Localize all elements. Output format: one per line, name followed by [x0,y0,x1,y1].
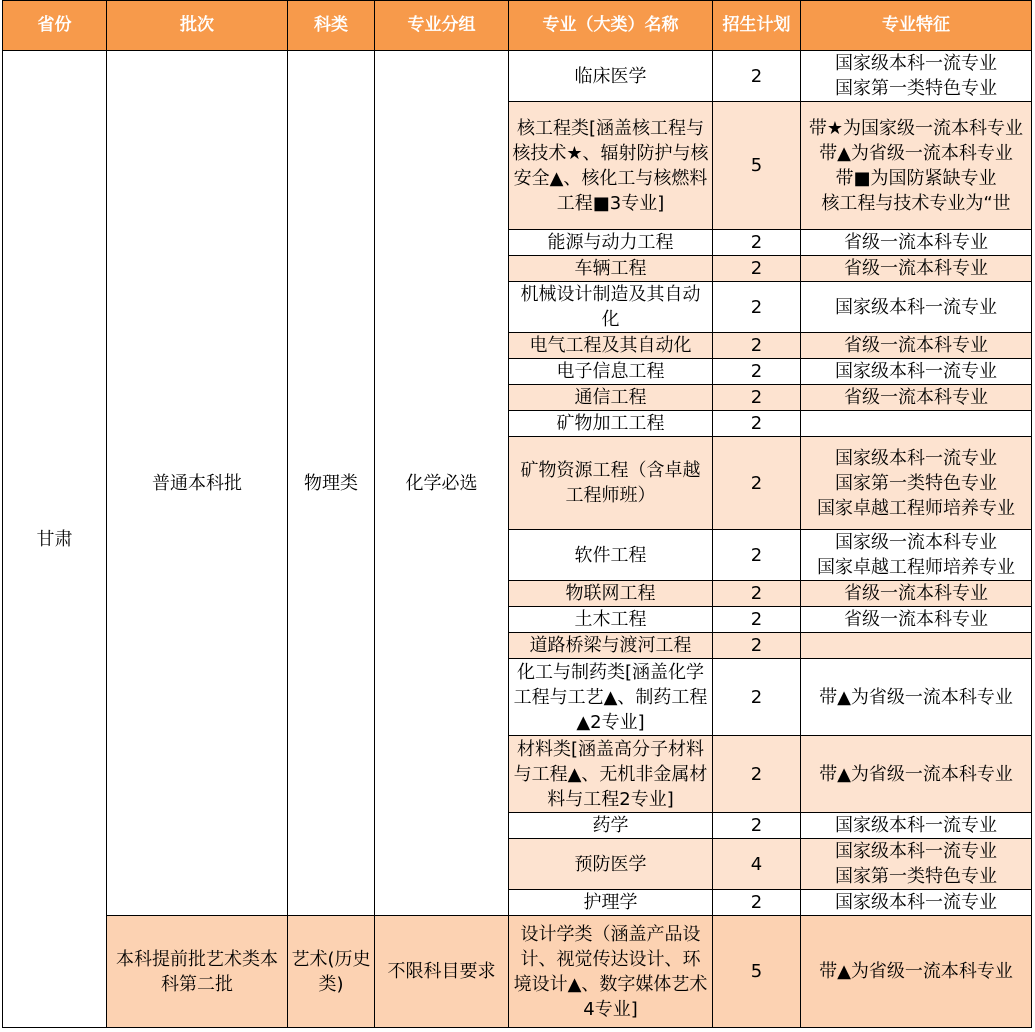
feature-line: 国家级本科一流专业 [835,361,997,382]
major-features [801,736,1032,813]
feature-line: 国家级本科一流专业 [835,892,997,913]
major-features [801,437,1032,530]
feature-line: 国家级本科一流专业 [835,841,997,862]
feature-line: 带▲为省级一流本科专业 [819,763,1013,785]
feature-line: 省级一流本科专业 [844,583,988,604]
plan-count: 2 [713,581,801,607]
admission-plan-table [2,0,1032,1028]
major-name: 护理学 [509,890,713,916]
header-category: 科类 [288,1,375,51]
feature-line: 国家级本科一流专业 [835,447,997,469]
feature-line: 国家级本科一流专业 [835,815,997,836]
major-features [801,813,1032,839]
major-features [801,607,1032,633]
feature-line: 国家卓越工程师培养专业 [817,497,1015,519]
major-name: 矿物资源工程（含卓越工程师班） [509,437,713,530]
feature-line: 国家级本科一流专业 [835,53,997,74]
subject-group-cell: 不限科目要求 [375,916,509,1028]
batch-cell: 本科提前批艺术类本科第二批 [107,916,288,1028]
major-features [801,916,1032,1028]
plan-count: 2 [713,659,801,736]
major-name: 土木工程 [509,607,713,633]
header-major-features: 专业特征 [801,1,1032,51]
feature-line: 省级一流本科专业 [844,232,988,253]
plan-count: 2 [713,333,801,359]
major-features [801,581,1032,607]
major-features [801,890,1032,916]
major-features [801,633,1032,659]
plan-count: 2 [713,437,801,530]
major-features [801,839,1032,890]
header-batch: 批次 [107,1,288,51]
category-cell: 艺术(历史类) [288,916,375,1028]
major-name: 道路桥梁与渡河工程 [509,633,713,659]
major-features [801,51,1032,102]
major-features [801,659,1032,736]
plan-count: 2 [713,411,801,437]
feature-line: 省级一流本科专业 [844,258,988,279]
plan-count: 2 [713,890,801,916]
header-major-name: 专业（大类）名称 [509,1,713,51]
major-name: 软件工程 [509,530,713,581]
major-name: 矿物加工工程 [509,411,713,437]
major-name: 电气工程及其自动化 [509,333,713,359]
major-features [801,333,1032,359]
feature-line: 国家第一类特色专业 [835,78,997,99]
major-features [801,230,1032,256]
major-features [801,530,1032,581]
plan-count: 2 [713,530,801,581]
plan-count: 2 [713,633,801,659]
major-name: 电子信息工程 [509,359,713,385]
major-name: 通信工程 [509,385,713,411]
major-name: 预防医学 [509,839,713,890]
plan-count: 2 [713,282,801,333]
header-province: 省份 [3,1,107,51]
feature-line: 带▲为省级一流本科专业 [819,686,1013,708]
header-row [3,1,1032,51]
feature-line: 带▲为省级一流本科专业 [819,142,1013,164]
major-features [801,359,1032,385]
feature-line: 带▲为省级一流本科专业 [819,961,1013,982]
feature-line: 国家级本科一流专业 [835,296,997,318]
feature-line: 带★为国家级一流本科专业 [808,117,1024,139]
batch-cell: 普通本科批 [107,51,288,916]
plan-count: 5 [713,102,801,230]
major-name: 核工程类[涵盖核工程与核技术★、辐射防护与核安全▲、核化工与核燃料工程■3专业] [509,102,713,230]
plan-count: 2 [713,813,801,839]
feature-line: 国家卓越工程师培养专业 [817,557,1015,578]
major-name: 材料类[涵盖高分子材料与工程▲、无机非金属材料与工程2专业] [509,736,713,813]
subject-group-cell: 化学必选 [375,51,509,916]
major-name: 设计学类（涵盖产品设计、视觉传达设计、环境设计▲、数字媒体艺术4专业] [509,916,713,1028]
feature-line: 省级一流本科专业 [844,609,988,630]
major-name: 物联网工程 [509,581,713,607]
major-features [801,411,1032,437]
major-name: 药学 [509,813,713,839]
plan-count: 2 [713,385,801,411]
table-row [3,916,1032,1028]
plan-count: 5 [713,916,801,1028]
header-enrollment-plan: 招生计划 [713,1,801,51]
plan-count: 2 [713,359,801,385]
feature-line: 核工程与技术专业为“世 [821,192,1011,214]
major-name: 临床医学 [509,51,713,102]
major-features [801,282,1032,333]
major-name: 机械设计制造及其自动化 [509,282,713,333]
feature-line: 国家级一流本科专业 [835,532,997,553]
plan-count: 2 [713,256,801,282]
feature-line: 国家第一类特色专业 [835,866,997,887]
header-subject-group: 专业分组 [375,1,509,51]
category-cell: 物理类 [288,51,375,916]
province-cell: 甘肃 [3,51,107,1028]
major-name: 能源与动力工程 [509,230,713,256]
feature-line: 带■为国防紧缺专业 [835,167,997,189]
major-features [801,102,1032,230]
major-features [801,385,1032,411]
plan-count: 2 [713,607,801,633]
table-row [3,51,1032,102]
feature-line: 省级一流本科专业 [844,387,988,408]
major-name: 车辆工程 [509,256,713,282]
major-features [801,256,1032,282]
plan-count: 4 [713,839,801,890]
feature-line: 国家第一类特色专业 [835,472,997,494]
plan-count: 2 [713,736,801,813]
feature-line: 省级一流本科专业 [844,335,988,356]
plan-count: 2 [713,230,801,256]
plan-count: 2 [713,51,801,102]
major-name: 化工与制药类[涵盖化学工程与工艺▲、制药工程▲2专业] [509,659,713,736]
